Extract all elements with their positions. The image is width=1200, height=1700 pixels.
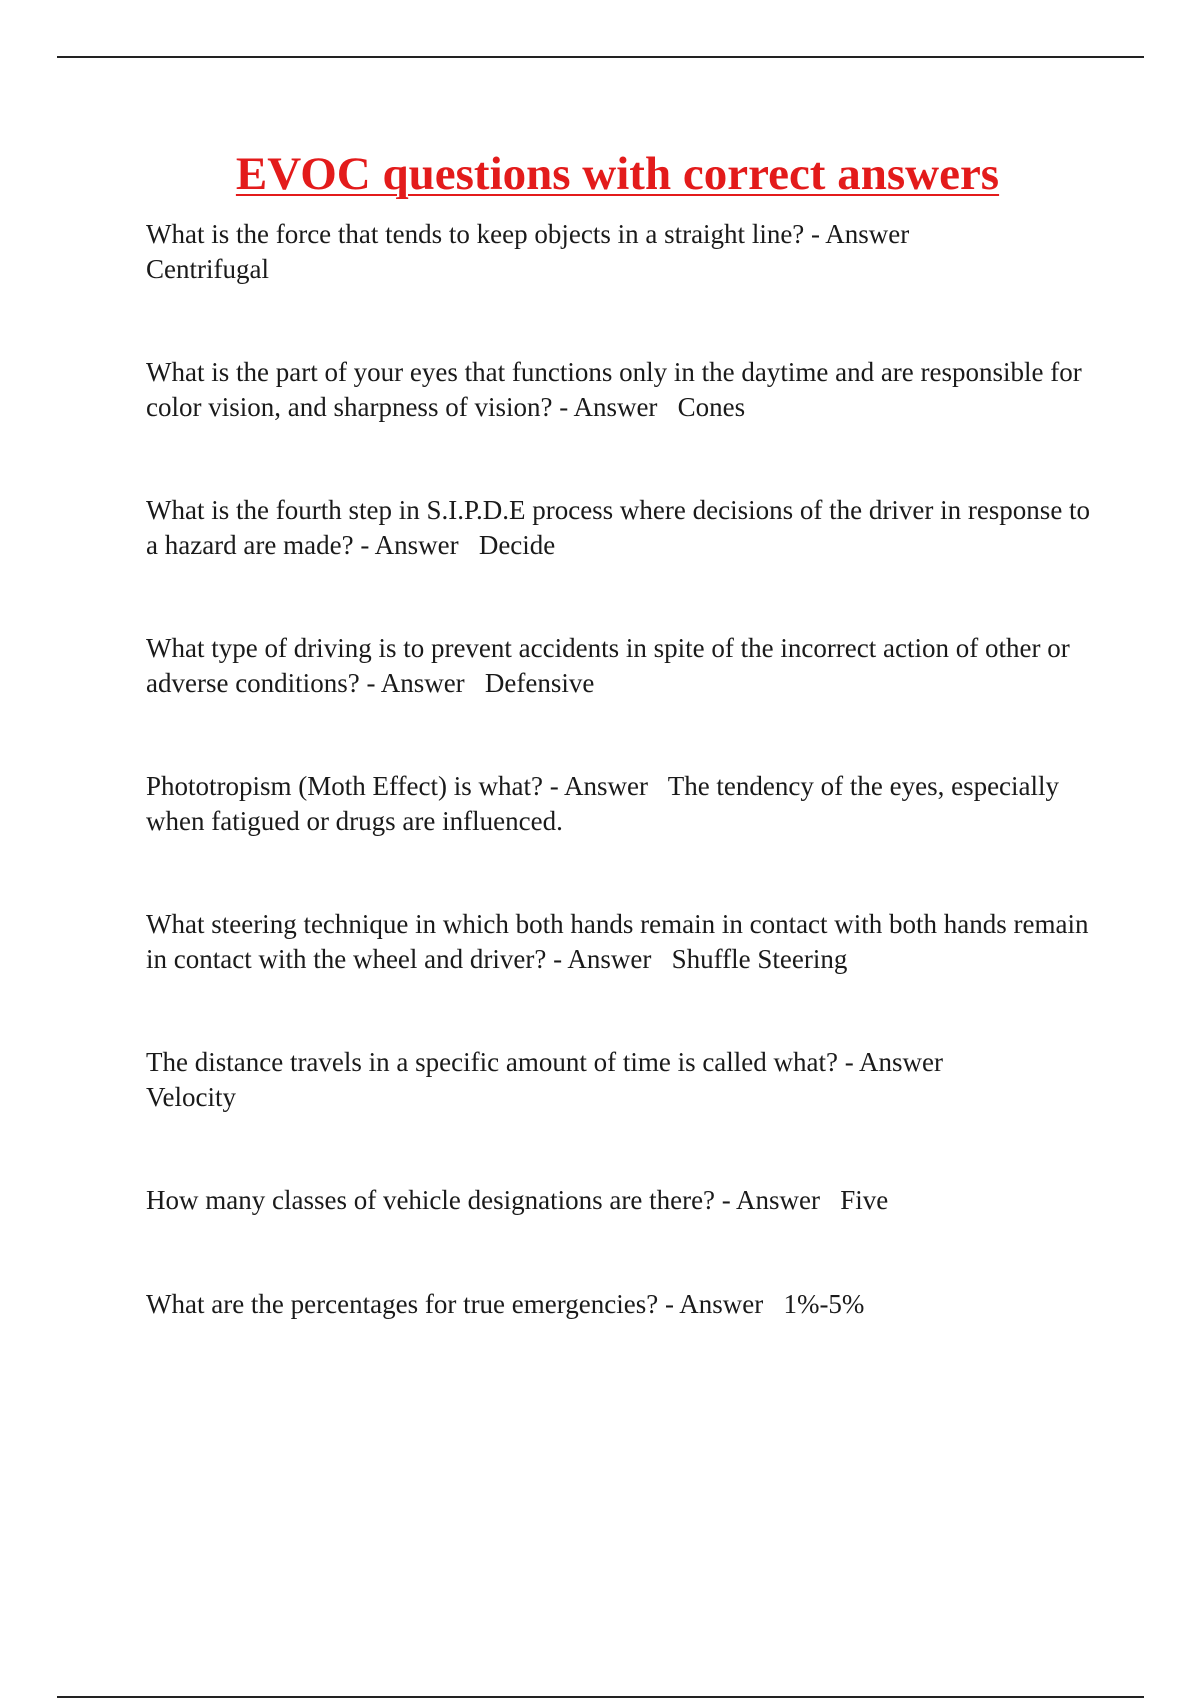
answer-marker: - Answer [366, 667, 465, 698]
answer-marker: - Answer [549, 771, 648, 801]
answer-text: Five [840, 1185, 889, 1215]
answer-text: Centrifugal [146, 253, 269, 284]
answer-marker: - Answer [360, 529, 459, 560]
qa-item [146, 769, 1106, 838]
qa-item [146, 1045, 1106, 1114]
qa-item [146, 631, 1106, 700]
document-title: EVOC questions with correct answers [235, 148, 1000, 200]
question-text: How many classes of vehicle designations are there? [146, 1185, 716, 1215]
answer-marker: - Answer [553, 943, 652, 974]
question-text: What type of driving is to prevent accidents in spite of the incorrect action of other or adverse conditions? [146, 633, 1077, 698]
answer-text: Defensive [484, 667, 595, 698]
answer-marker: - Answer [811, 219, 910, 249]
question-text: What steering technique in which both hands remain in contact with both hands remain in contact with the wheel and driver? [146, 909, 1096, 974]
answer-marker: - Answer [559, 391, 658, 422]
answer-text: Decide [478, 529, 556, 560]
bottom-rule [57, 1696, 1144, 1698]
qa-list [146, 217, 1106, 1390]
qa-item [146, 1287, 1106, 1322]
answer-marker: - Answer [721, 1185, 821, 1215]
question-text: What is the part of your eyes that functions only in the daytime and are responsible for color vision, and sharpness of vision? [146, 357, 1089, 422]
qa-item [146, 1183, 1106, 1218]
answer-marker: - Answer [844, 1047, 943, 1077]
qa-item [146, 355, 1106, 424]
question-text: What is the force that tends to keep objects in a straight line? [146, 219, 805, 249]
question-text: Phototropism (Moth Effect) is what? [146, 771, 543, 801]
answer-text: Shuffle Steering [671, 943, 848, 974]
answer-marker: - Answer [664, 1288, 764, 1319]
answer-text: Cones [677, 391, 746, 422]
answer-text: 1%-5% [783, 1288, 865, 1319]
answer-text: The tendency of the eyes, especially when fatigued or drugs are influenced. [146, 771, 1066, 836]
qa-item [146, 907, 1106, 976]
top-rule [57, 56, 1144, 58]
qa-item [146, 217, 1106, 286]
question-text: What is the fourth step in S.I.P.D.E process where decisions of the driver in response to a hazard are made? [146, 495, 1097, 560]
qa-item [146, 493, 1106, 562]
question-text: What are the percentages for true emergencies? [146, 1288, 659, 1319]
answer-text: Velocity [146, 1081, 236, 1112]
question-text: The distance travels in a specific amount of time is called what? [146, 1047, 838, 1077]
